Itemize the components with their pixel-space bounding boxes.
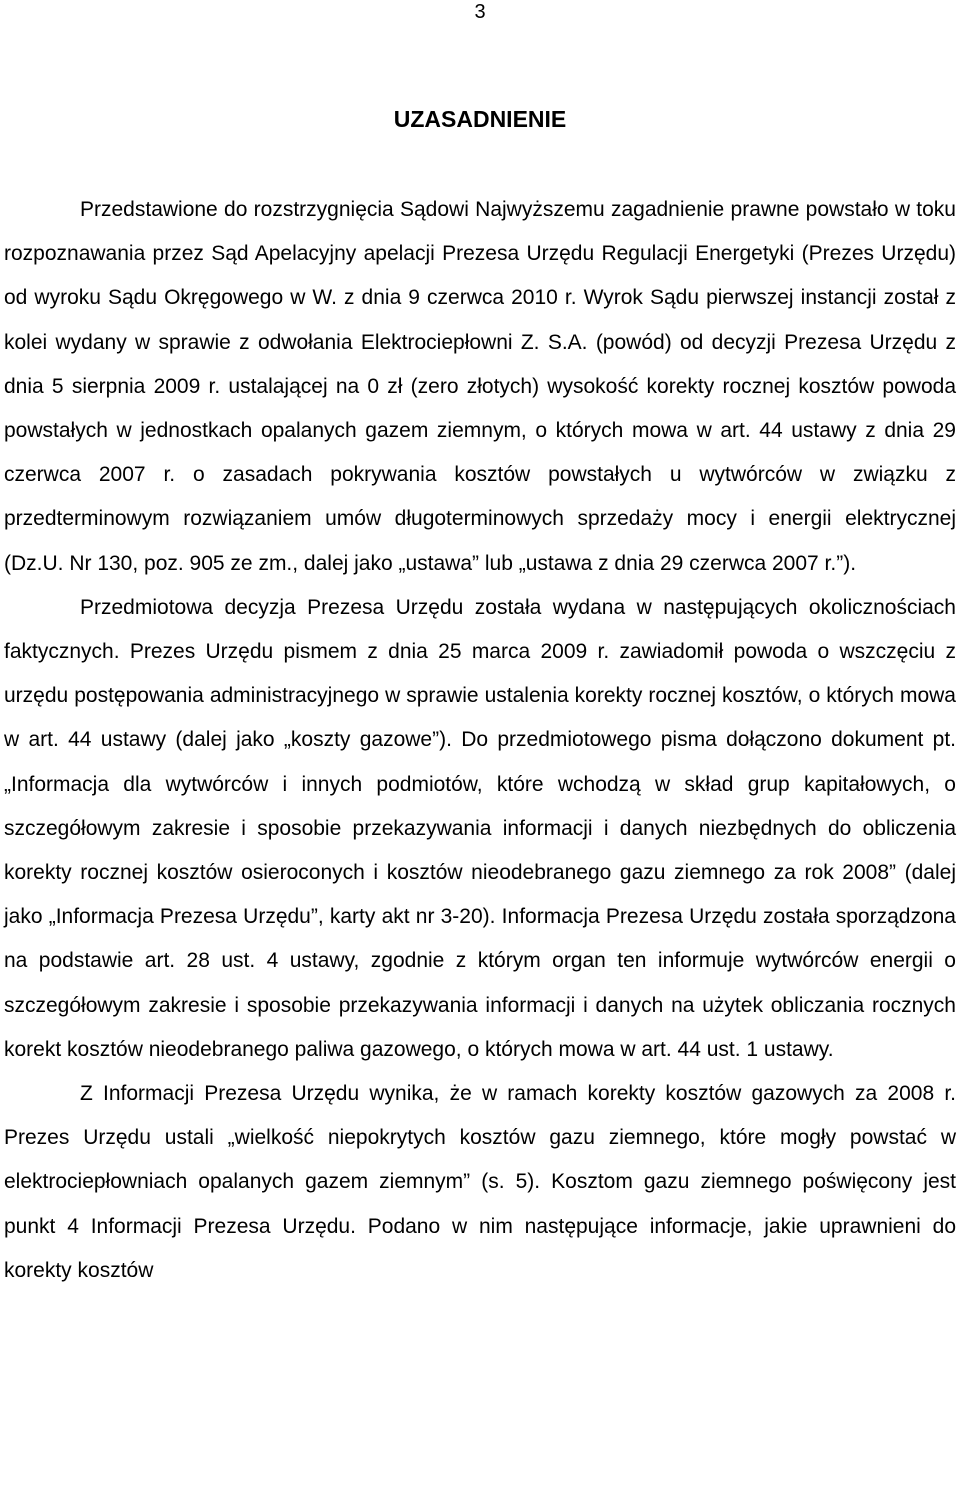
paragraph-2: Przedmiotowa decyzja Prezesa Urzędu została wydana w następujących okolicznościach faktycznych. Prezes Urzędu pismem z dnia 25 marca 2009 r. zawiadomił powoda o wszczęciu z urzędu postępowania administracyjnego w sprawie ustalenia korekty rocznej kosztów, o których mowa w art. 44 ustawy (dalej jako „koszty gazowe”). Do przedmiotowego pisma dołączono dokument pt. „Informacja dla wytwórców i innych podmiotów, które wchodzą w skład grup kapitałowych, o szczegółowym zakresie i sposobie przekazywania informacji i danych niezbędnych do obliczenia korekty rocznej kosztów osieroconych i kosztów nieodebranego gazu ziemnego za rok 2008” (dalej jako „Informacja Prezesa Urzędu”, karty akt nr 3-20). Informacja Prezesa Urzędu została sporządzona na podstawie art. 28 ust. 4 ustawy, zgodnie z którym organ ten informuje wytwórców energii o szczegółowym zakresie i sposobie przekazywania informacji i danych na użytek obliczania rocznych korekt kosztów nieodebranego paliwa gazowego, o których mowa w art. 44 ust. 1 ustawy.: [4, 595, 956, 1061]
paragraph-1: Przedstawione do rozstrzygnięcia Sądowi Najwyższemu zagadnienie prawne powstało w toku rozpoznawania przez Sąd Apelacyjny apelacji Prezesa Urzędu Regulacji Energetyki (Prezes Urzędu) od wyroku Sądu Okręgowego w W. z dnia 9 czerwca 2010 r. Wyrok Sądu pierwszej instancji został z kolei wydany w sprawie z odwołania Elektrociepłowni Z. S.A. (powód) od decyzji Prezesa Urzędu z dnia 5 sierpnia 2009 r. ustalającej na 0 zł (zero złotych) wysokość korekty rocznej kosztów powoda powstałych w jednostkach opalanych gazem ziemnym, o których mowa w art. 44 ustawy z dnia 29 czerwca 2007 r. o zasadach pokrywania kosztów powstałych u wytwórców w związku z przedterminowym rozwiązaniem umów długoterminowych sprzedaży mocy i energii elektrycznej (Dz.U. Nr 130, poz. 905 ze zm., dalej jako „ustawa” lub „ustawa z dnia 29 czerwca 2007 r.”).: [4, 198, 956, 575]
paragraph-3: Z Informacji Prezesa Urzędu wynika, że w ramach korekty kosztów gazowych za 2008 r. Prezes Urzędu ustali „wielkość niepokrytych kosztów gazu ziemnego, które mogły powstać w elektrociepłowniach opalanych gazem ziemnym” (s. 5). Kosztom gazu ziemnego poświęcony jest punkt 4 Informacji Prezesa Urzędu. Podano w nim następujące informacje, jakie uprawnieni do korekty kosztów: [4, 1082, 956, 1282]
document-heading: UZASADNIENIE: [393, 106, 567, 132]
page-number: 3: [474, 1, 486, 23]
document-body: [4, 188, 956, 1293]
